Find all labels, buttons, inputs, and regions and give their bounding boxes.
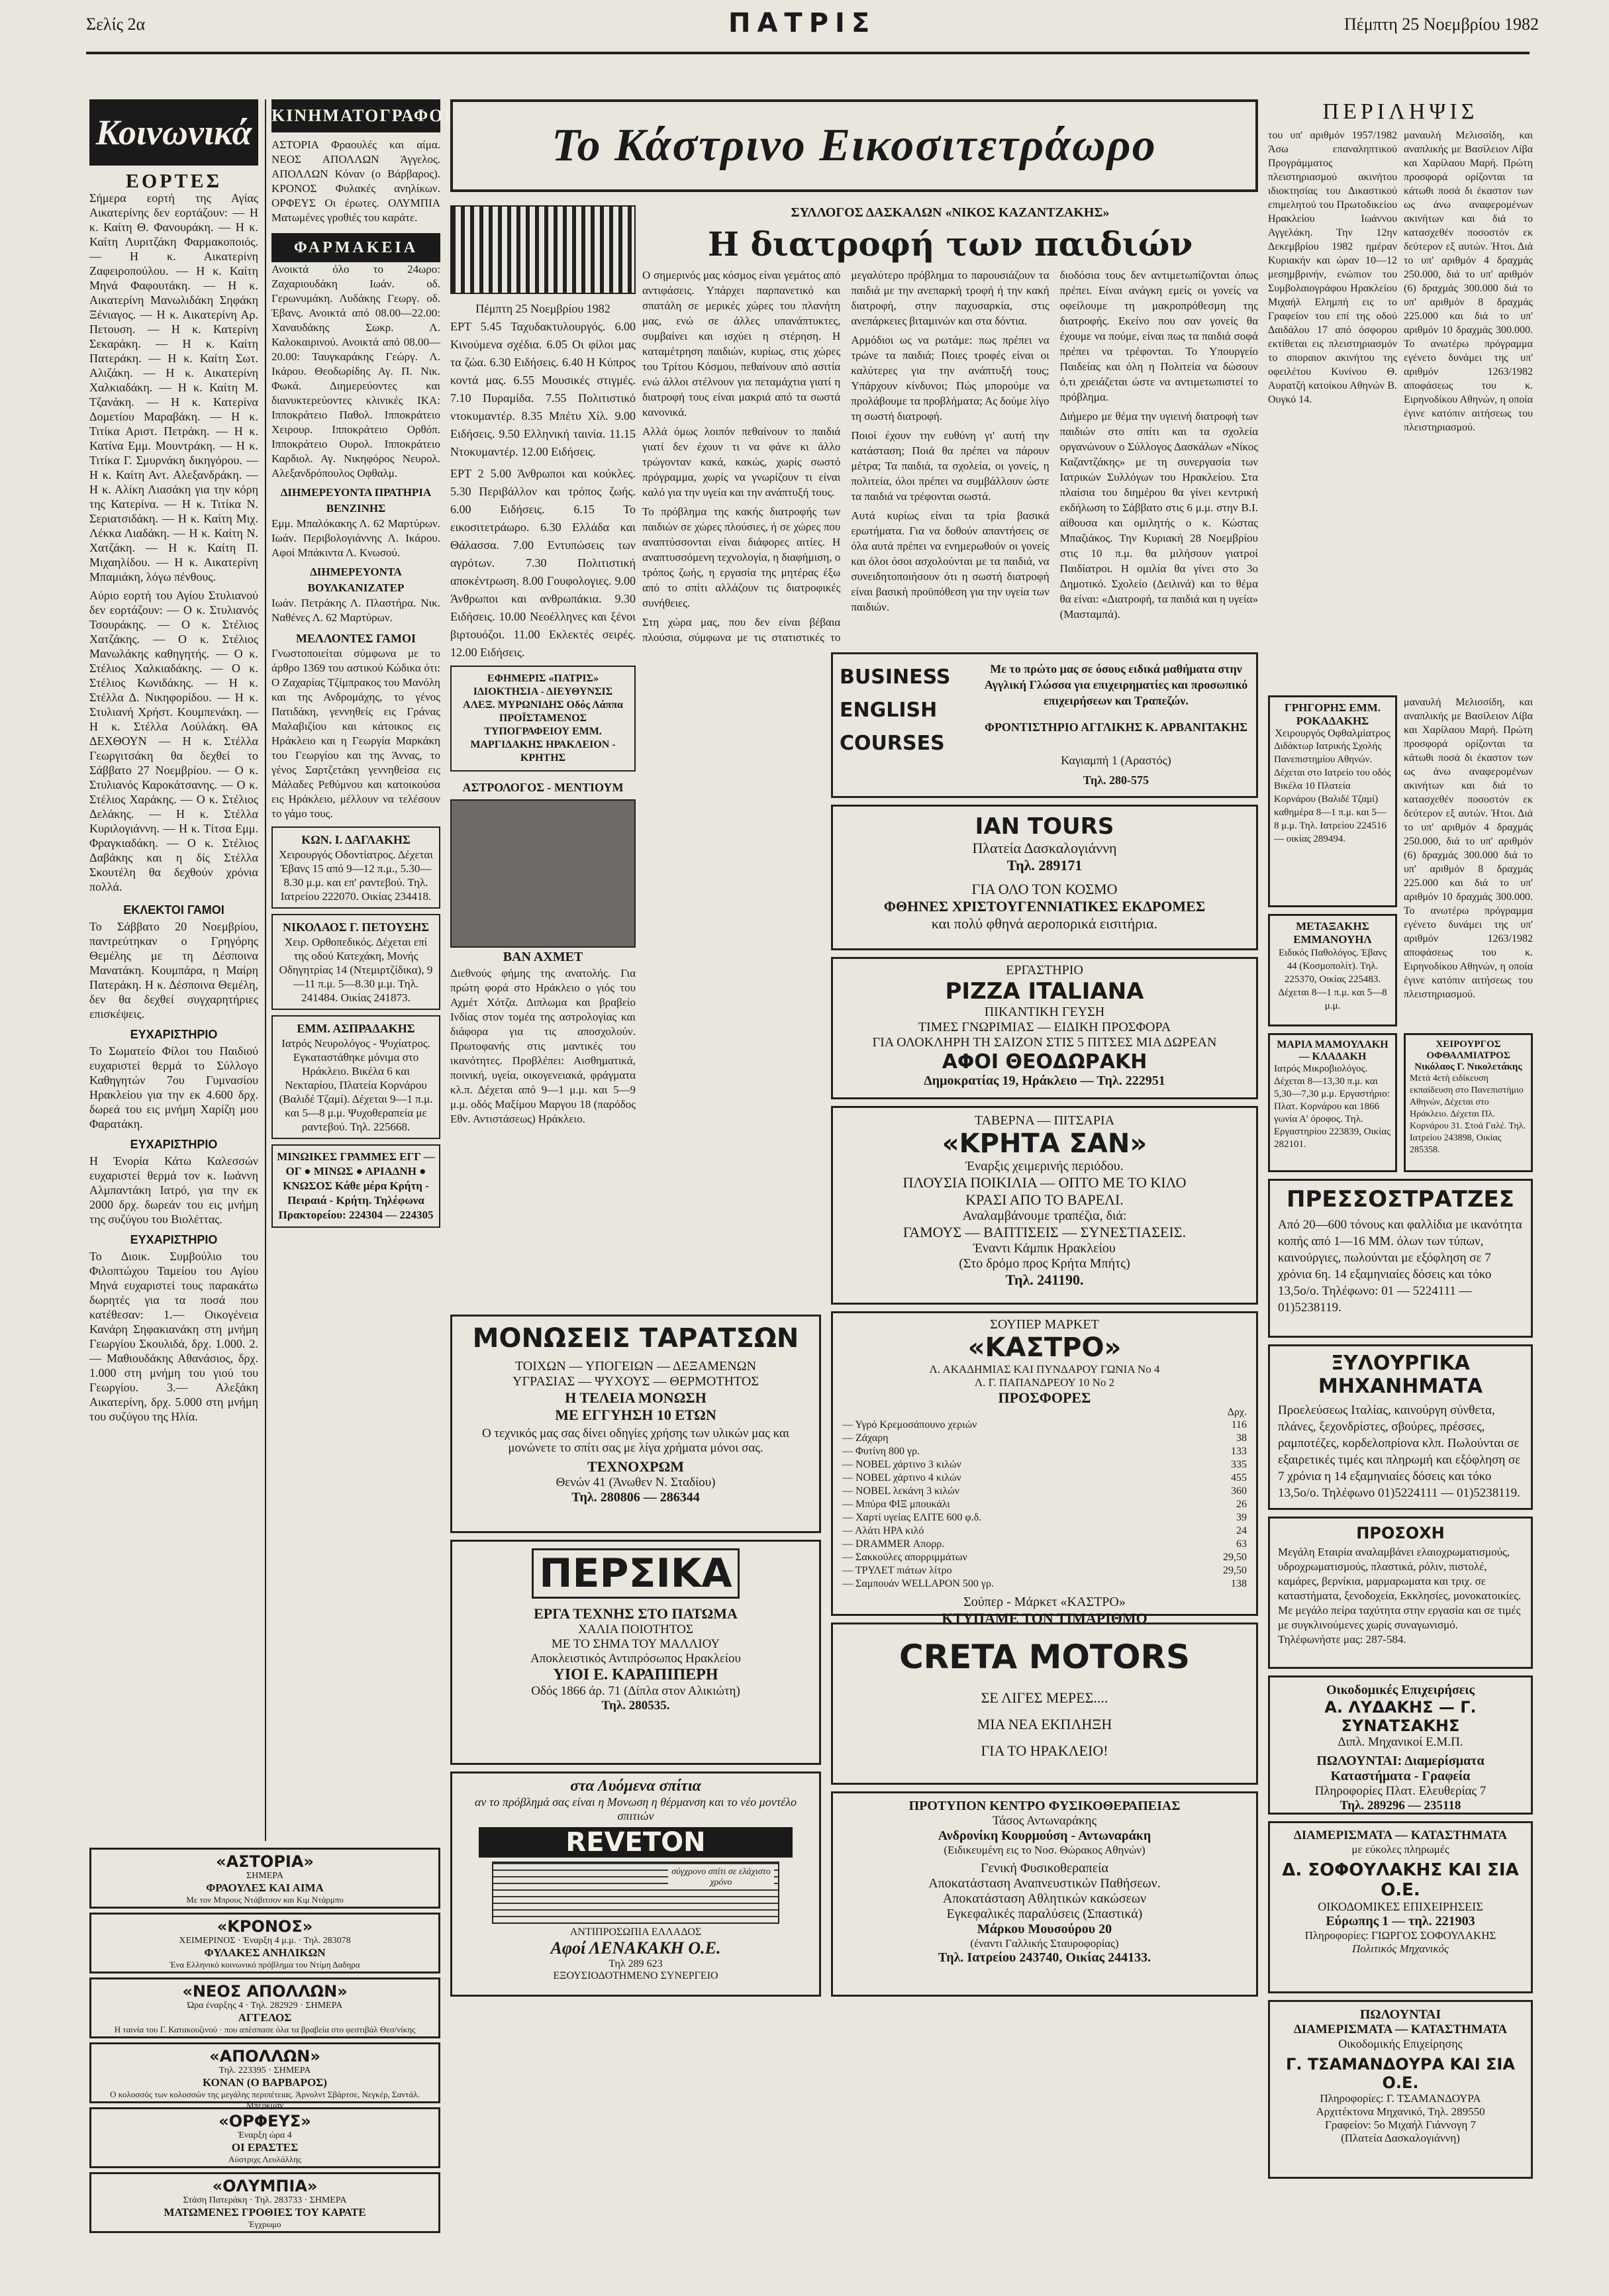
perilipsis-body xyxy=(1268,128,1533,672)
cinema-ad xyxy=(89,2042,440,2110)
english-ad-address: Καγιαμπή 1 (Αραστός) xyxy=(1061,754,1171,767)
cinema-ad-sub: Τηλ. 223395 · ΣΗΜΕΡΑ xyxy=(219,2066,311,2075)
english-courses-ad xyxy=(831,652,1258,798)
tsam-line: Οικοδομικής Επιχείρησης xyxy=(1338,2037,1463,2050)
pizza-title: PIZZA ITALIANA xyxy=(945,978,1144,1005)
market-item-name: — Σαμπουάν WELLAPON 500 γρ. xyxy=(842,1578,994,1589)
doctor-details: Μετά 4ετή ειδίκευση εκπαίδευση στο Πανεπιστήμιο Αθηνών, Δέχεται στο Ηράκλειο. Δέχεται Πλ. Κορνάρου 31. Στοά Γαλέ. Τηλ. Ιατρείου 243898, Οικίας 285358. xyxy=(1410,1073,1526,1155)
astro-name: ΒΑΝ ΑΧΜΕΤ xyxy=(503,950,583,964)
pizza-line: ΓΙΑ ΟΛΟΚΛΗΡΗ ΤΗ ΣΑΙΖΟΝ ΣΤΙΣ 5 ΠΙΤΣΕΣ ΜΙΑ ΔΩΡΕΑΝ xyxy=(872,1035,1217,1050)
pizza-kicker: ΕΡΓΑΣΤΗΡΙΟ xyxy=(1006,963,1083,977)
taverna-phone: Τηλ. 241190. xyxy=(1005,1272,1084,1288)
market-item-name: — Μπύρα ΦΙΞ μπουκάλι xyxy=(842,1499,950,1510)
market-item xyxy=(842,1511,1247,1524)
tsam-line: Αρχιτέκτονα Μηχανικό, Τηλ. 289550 xyxy=(1316,2105,1485,2118)
weddings-title: ΜΕΛΛΟΝΤΕΣ ΓΑΜΟΙ xyxy=(295,632,416,645)
doctor-ad-nikoletakis xyxy=(1404,1033,1533,1172)
pizza-line: ΠΙΚΑΝΤΙΚΗ ΓΕΥΣΗ xyxy=(984,1005,1105,1019)
kriti-san-ad xyxy=(831,1106,1258,1305)
article-paragraph: Αρμόδιοι ως να ρωτάμε: πως πρέπει να τρώνε τα παιδιά; Ποιες τροφές είναι οι καλύτερες για την ανάπτυξή τους; Υπάρχουν κίνδυνοι; Πώς μπορούμε να προλάβουμε τα προβλήματα; Ας δούμε λίγο τη σωστή διατροφή. xyxy=(851,334,1049,423)
cinema-ad-title: «ΑΣΤΟΡΙΑ» xyxy=(216,1852,314,1871)
aurio-text: Αύριο εορτή του Αγίου Στυλιανού δεν εορτάζουν: — Ο κ. Στυλιανός Τσουράκης. — Ο κ. Στέλιος Χατζάκης. — Ο κ. Στέλιος Μανωλάκης καθηγητής. — Ο κ. Στέλιος Χαλκιαδάκης. — Ο κ. Στέλιος Κωνιδάκης. — Η κ. Στέλλα Δ. Νικηφορίδου. — Η κ. Στυλιανή Χρήστ. Κουμπενάκη. — Η κ. Στέλλα Λούλάκη. ΘΑ ΔΕΧΘΟΥΝ — Η κ. Στέλλα Γεωργιτσάκη θα δεχθεί το Σάββατο 27 Νοεμβρίου. — Ο κ. Στυλιανός Καροκάτσανης. — Ο κ. Στέλιος Χαράκης. — Ο κ. Στέλιος Δελάκης. — Η κ. Στέλλα Κυριλογιάννη. — Η κ. Τίτσα Εμμ. Φραγκιαδάκη. — Ο κ. Στέλιος Δαβάκης και η δίς Στέλλα Σκουτέλη θα δεχθούν χρόνια πολλά. xyxy=(89,589,258,893)
market-item xyxy=(842,1551,1247,1564)
tsam-line: ΔΙΑΜΕΡΙΣΜΑΤΑ — ΚΑΤΑΣΤΗΜΑΤΑ xyxy=(1293,2022,1508,2036)
english-ad-title: BUSINESS ENGLISH COURSES xyxy=(840,666,951,755)
doctor-specialty: Χειρουργός Οφθαλμίατρος xyxy=(1275,728,1390,739)
sofou-title: Δ. ΣΟΦΟΥΛΑΚΗΣ ΚΑΙ ΣΙΑ Ο.Ε. xyxy=(1282,1860,1519,1900)
creta-line: ΜΙΑ ΝΕΑ ΕΚΠΛΗΞΗ xyxy=(977,1716,1112,1732)
taverna-kicker: ΤΑΒΕΡΝΑ — ΠΙΤΣΑΡΙΑ xyxy=(974,1113,1115,1128)
taverna-title: «ΚΡΗΤΑ ΣΑΝ» xyxy=(942,1128,1147,1159)
market-item-price: 24 xyxy=(1236,1525,1247,1536)
gamoi-heading: ΕΚΛΕΚΤΟΙ ΓΑΜΟΙ xyxy=(123,903,224,917)
vulc-text: Ιωάν. Πετράκης Λ. Πλαστήρα. Νικ. Ναθένες Λ. 62 Μαρτύρων. xyxy=(271,597,440,624)
ert1-schedule: ΕΡΤ 5.45 Ταχυδακτυλουργός. 6.00 Κινούμενα σχέδια. 6.05 Οι φίλοι μας τα ζώα. 6.30 Ειδήσεις. 6.40 Η Κύπρος κοντά μας. 6.55 Μουσικές στιγμές. 7.10 Πυραμίδα. 7.55 Πολιτιστικό ντοκυμαντέρ. 8.35 Μπέτυ Χίλ. 9.00 Ειδήσεις. 9.50 Ελληνική ταινία. 11.15 Ντοκυμαντέρ. 12.00 Ειδήσεις. xyxy=(450,320,636,458)
doctor-name: ΜΑΡΙΑ ΜΑΜΟΥΛΑΚΗ — ΚΛΑΔΑΚΗ xyxy=(1277,1039,1389,1062)
gamoi-text: Το Σάββατο 20 Νοεμβρίου, παντρεύτηκαν ο Γρηγόρης Θεμέλης με τη Δέσποινα Μανατάκη. Κουμπάρα, η Μαίρη Πατεράκη. Η κ. Δέσποινα Θεμέλη, δεν θα δεχθεί συγχαρητήριες επισκέψεις. xyxy=(89,920,258,1021)
cinema-ad xyxy=(89,2172,440,2233)
reveton-line: ΕΞΟΥΣΙΟΔΟΤΗΜΕΝΟ ΣΥΝΕΡΓΕΙΟ xyxy=(553,1970,718,1981)
persika-ad xyxy=(450,1540,821,1765)
market-item xyxy=(842,1432,1247,1445)
newspaper-title: ΠΑΤΡΙΣ xyxy=(728,8,877,38)
cinema-ad-l1: ΚΟΝΑΝ (Ο ΒΑΡΒΑΡΟΣ) xyxy=(203,2076,327,2089)
market-item-name: — ΤΡΥΛΕΤ πιάτων λίτρο xyxy=(842,1565,952,1576)
cinema-ad-title: «ΟΛΥΜΠΙΑ» xyxy=(212,2177,318,2195)
sofoulakis-ad xyxy=(1268,1821,1533,1993)
physio-line: Εγκεφαλικές παραλύσεις (Σπαστικά) xyxy=(946,1907,1143,1921)
creta-motors-ad xyxy=(831,1622,1258,1785)
persika-line: Αποκλειστικός Αντιπρόσωπος Ηρακλείου xyxy=(530,1652,741,1666)
market-item xyxy=(842,1524,1247,1538)
market-item-name: — Υγρό Κρεμοσάπουνο χεριών xyxy=(842,1419,977,1430)
market-item-name: — NOBEL χάρτινο 4 κιλών xyxy=(842,1472,961,1483)
physio-line: Αποκατάσταση Αθλητικών κακώσεων xyxy=(942,1891,1147,1906)
kastro-banner xyxy=(450,99,1258,192)
physio-line: Γενική Φυσικοθεραπεία xyxy=(980,1861,1109,1875)
eux3-heading: ΕΥΧΑΡΙΣΤΗΡΙΟ xyxy=(130,1233,218,1246)
presses-ad xyxy=(1268,1179,1533,1338)
cinema-ad-l2: Ο κολοσσός των κολοσσών της μεγάλης περιπέτειας. Άρνολντ Σβάρτσε, Νεγκέρ, Σαντάλ. Μπέρκμαν xyxy=(110,2089,420,2110)
taratson-line: ΥΓΡΑΣΙΑΣ — ΨΥΧΟΥΣ — ΘΕΡΜΟΤΗΤΟΣ xyxy=(512,1374,759,1389)
creta-line: ΓΙΑ ΤΟ ΗΡΑΚΛΕΙΟ! xyxy=(981,1742,1108,1759)
doctor-details: Χειρουργός Οδοντίατρος. Δέχεται Έβανς 15 από 9—12 π.μ., 5.30—8.30 μ.μ. και επ' ραντεβού. Τηλ. Ιατρείου 222070. Οικίας 234418. xyxy=(279,848,433,903)
listings-column xyxy=(271,99,452,1228)
market-currency: Δρχ. xyxy=(1227,1407,1247,1418)
cinema-ads xyxy=(89,1848,440,2278)
market-item-price: 29,50 xyxy=(1223,1565,1247,1576)
doctor-ad-rokadakis xyxy=(1268,695,1397,907)
cinema-ad xyxy=(89,2107,440,2168)
physio-title: ΠΡΟΤΥΠΟΝ ΚΕΝΤΡΟ ΦΥΣΙΚΟΘΕΡΑΠΕΙΑΣ xyxy=(908,1799,1181,1813)
nutrition-article xyxy=(642,205,1258,691)
cinema-ad xyxy=(89,1913,440,1973)
article-title: Η διατροφή των παιδιών xyxy=(707,225,1193,264)
pizza-ad xyxy=(831,957,1258,1099)
physio-line: (Ειδικευμένη εις το Νοσ. Θώρακος Αθηνών) xyxy=(944,1844,1146,1856)
tsam-line: Πληροφορίες: Γ. ΤΣΑΜΑΝΔΟΥΡΑ xyxy=(1320,2092,1481,2105)
article-paragraph: διοδόσια τους δεν αντιμετωπίζονται όπως πρέπει. Είναι ανάγκη εμείς οι γονείς να οφείλουμε τη μακροπρόθεσμη της διατροφής. Εκείνο που σαν γονείς θα έχουμε να πούμε, είναι πως τα παιδιά σοφά πρέπει να τρέφονται. Το Υπουργείο Παιδείας και όλη η Πολιτεία να δώσουν ό,τι χρειάζεται ώστε να αντιμετωπιστεί το πρόβλημα. xyxy=(1059,269,1258,403)
persika-title: ΠΕΡΣΙΚΑ xyxy=(532,1548,740,1599)
article-paragraph: Το πρόβλημα της κακής διατροφής των παιδιών σε χώρες πλούσιες, ή σε χώρες που αναπτύσσονται είναι διάφορες αιτίες. Η αναπτυσσόμενη τεχνολογία, η διαφήμιση, ο τρόπος ζωής, η εργασία της μητέρας έξω από το σπίτι αλλάζουν τις διατροφικές συνήθειες. xyxy=(642,505,841,609)
cinema-ad-l2: Με τον Μπρους Ντάβιτσον και Κιμ Ντάρμπυ xyxy=(186,1895,344,1905)
persika-line: ΜΕ ΤΟ ΣΗΜΑ ΤΟΥ ΜΑΛΛΙΟΥ xyxy=(551,1637,720,1651)
doctor-name: ΓΡΗΓΟΡΗΣ ΕΜΜ. ΡΟΚΑΔΑΚΗΣ xyxy=(1284,701,1381,727)
persika-address: Οδός 1866 άρ. 71 (Δίπλα στον Αλικιώτη) xyxy=(531,1684,740,1698)
taratson-address: Θενών 41 (Άνωθεν Ν. Σταδίου) xyxy=(556,1475,716,1489)
doctor-name: ΜΕΤΑΞΑΚΗΣ ΕΜΜΑΝΟΥΗΛ xyxy=(1293,920,1372,946)
pharmacy-text: Ανοικτά όλο το 24ωρο: Ζαχαριουδάκη Ιωάν. οδ. Γερωνυμάκη. Λυδάκης Γεωργ. οδ. Έβανς. Ανοικτά από 08.00—22.00: Χαναυδάκης Σωκρ. Λ. Καλοκαιρινού. Ανοικτά από 08.00—20.00: Ταυγκαράκης Γεώργ. Λ. Ικάρου. Θεοδωρίδης Αγ. Π. Νικ. Φωκά. Διημερεύοντες και διανυκτερεύοντες κλινικές ΙΚΑ: Ιπποκράτειο Παθολ. Ιπποκράτειο Χειρουρ. Ιπποκράτειο Ορθόπ. Ιπποκράτειο Ουρολ. Ιπποκράτειο Καρδιολ. Αγ. Νικηφόρος Νευρολ. Αλεξανδρόπουλος Οφθαλμ. xyxy=(271,263,440,479)
article-paragraph: Ο σημερινός μας κόσμος είναι γεμάτος από αντιφάσεις. Υπάρχει παρπανετικό και σπατάλη σε μερικές χώρες του πλανήτη μας, ενώ σε άλλες υπανάπτυκτες, συμβαίνει και ισχύει η στέρηση. Η καταμέτρηση παιδιών, κυρίως, στις χώρες του Τρίτου Κόσμου, πεθαίνουν από ασιτία ενώ άλλοι στέλνουν για πεταμάχτια γιατί η διατροφή τους είναι μακριά από τα σωστά κανονικά. xyxy=(642,269,841,419)
vulc-title: ΔΙΗΜΕΡΕΥΟΝΤΑ ΒΟΥΛΚΑΝΙΖΑΤΕΡ xyxy=(307,566,405,594)
persika-company: ΥΙΟΙ Ε. ΚΑΡΑΠΙΠΕΡΗ xyxy=(553,1666,718,1683)
taratson-line: ΤΟΙΧΩΝ — ΥΠΟΓΕΙΩΝ — ΔΕΞΑΜΕΝΩΝ xyxy=(514,1359,757,1373)
physio-line: Αποκατάσταση Αναπνευστικών Παθήσεων. xyxy=(928,1876,1161,1891)
pizza-owner: ΑΦΟΙ ΘΕΟΔΩΡΑΚΗ xyxy=(942,1050,1147,1073)
physio-address: Μάρκου Μουσούρου 20 xyxy=(977,1922,1112,1936)
fuel-text: Εμμ. Μπαλόκακης Λ. 62 Μαρτύρων. Ιωάν. Περιβολογιάννης Λ. Ικάρου. Αφοί Μπάκιντα Λ. Κνωσού. xyxy=(271,517,440,559)
market-address: Λ. ΑΚΑΔΗΜΙΑΣ ΚΑΙ ΠΥΝΔΑΡΟΥ ΓΩΝΙΑ Νο 4 xyxy=(929,1363,1160,1375)
market-item-price: 39 xyxy=(1236,1512,1247,1523)
social-title: Κοινωνικά xyxy=(89,99,258,166)
taratson-line: ΜΕ ΕΓΓΥΗΣΗ 10 ΕΤΩΝ xyxy=(555,1407,716,1423)
market-item xyxy=(842,1458,1247,1472)
heortes-heading: ΕΟΡΤΕΣ xyxy=(125,170,222,192)
doctor-name: ΚΩΝ. Ι. ΔΑΓΛΑΚΗΣ xyxy=(301,833,411,846)
cinema-ad-title: «ΝΕΟΣ ΑΠΟΛΛΩΝ» xyxy=(182,1982,348,2001)
header-rule xyxy=(86,52,1530,54)
taratson-line: Ο τεχνικός μας σας δίνει οδηγίες χρήσης των υλικών μας και μονώνετε το σπίτι σας με λίγα χρήματα μόνοι σας. xyxy=(481,1426,790,1455)
tsam-title: Γ. ΤΣΑΜΑΝΔΟΥΡΑ ΚΑΙ ΣΙΑ Ο.Ε. xyxy=(1286,2055,1515,2092)
cinema-ad-l2: Ένα Ελληνικό κοινωνικό πρόβλημα του Ντίμη Δαδηρα xyxy=(170,1960,360,1970)
sofou-line: Πολιτικός Μηχανικός xyxy=(1352,1942,1449,1955)
market-item xyxy=(842,1445,1247,1458)
reveton-line: αν το πρόβλημά σας είναι η Μονωση η θέρμανση και το νέο μοντέλο σπιτιών xyxy=(474,1795,797,1822)
market-item xyxy=(842,1485,1247,1498)
tsam-line: Γραφείον: 5ο Μιχαήλ Γιάννογη 7 xyxy=(1324,2119,1477,2131)
cinema-ad-sub: ΣΗΜΕΡΑ xyxy=(246,1871,283,1881)
lydakis-ad xyxy=(1268,1675,1533,1815)
english-ad-phone: Τηλ. 280-575 xyxy=(1083,774,1149,787)
taratson-line: Η ΤΕΛΕΙΑ ΜΟΝΩΣΗ xyxy=(565,1389,707,1406)
doctor-details: Ιατρός Μικροβιολόγος. Δέχεται 8—13,30 π.μ. και 5,30—7,30 μ.μ. Εργαστήριο: Πλατ. Κορνάρου και 1866 γωνία Α' όροφος. Τηλ. Εργαστηρίου 223839, Οικίας 282101. xyxy=(1274,1064,1391,1150)
ian-line: ΓΙΑ ΟΛΟ ΤΟΝ ΚΟΣΜΟ xyxy=(971,881,1118,897)
cinema-ad-l2: Η ταινία του Γ. Κατακουζινού · που απέσπασε όλα τα βραβεία στο φεστιβάλ Θεσ/νίκης xyxy=(114,2024,416,2034)
cinema-ad xyxy=(89,1977,440,2038)
market-item-price: 116 xyxy=(1231,1419,1247,1430)
perilipsis-text-right: μαναυλή Μελισσίδη, και αναπλικής με Βασίλειον Λίβα και Χαρίλαου Μαρή. Πρώτη προσφορά ορίζονται τα κάτωθι ποσά δι έκαστον των ως άνω αναφερομένων ακινήτων και διά το κατασχεθέν ποσοστόν εκ δεύτερον εξ αυτών. Ήτοι. Διά το υπ' αριθμόν 4 δραχμάς 250.000, διά το υπ' αριθμόν (6) δραχμάς 300.000 διά το υπ' αριθμόν 8 δραχμάς 225.000 και διά το υπ' αριθμόν 10 δραχμάς 300.000. Το ανωτέρω πρόγραμμα εγένετο δυνάμει της υπ' αριθμόν 1263/1982 αποφάσεως του κ. Ειρηνοδίκου Αθηνών, η οποία έγινε κατόπιν αιτήσεως του πλειστηριασμού. xyxy=(1404,130,1533,433)
lydakis-kicker: Οικοδομικές Επιχειρήσεις xyxy=(1326,1683,1475,1697)
market-address: Λ. Γ. ΠΑΠΑΝΔΡΕΟΥ 10 Νο 2 xyxy=(974,1376,1115,1389)
woodworking-title: ΞΥΛΟΥΡΓΙΚΑ ΜΗΧΑΝΗΜΑΤΑ xyxy=(1318,1352,1483,1398)
issue-date: Πέμπτη 25 Νοεμβρίου 1982 xyxy=(1344,15,1539,34)
cinema-ad-l1: ΦΥΛΑΚΕΣ ΑΝΗΛΙΚΩΝ xyxy=(204,1946,326,1959)
sofou-phone: Εύρωπης 1 — τηλ. 221903 xyxy=(1326,1914,1475,1928)
lydakis-line: ΠΩΛΟΥΝΤΑΙ: Διαμερίσματα xyxy=(1316,1754,1485,1768)
cinema-ad xyxy=(89,1848,440,1909)
sofou-line: Πληροφορίες: ΓΙΩΡΓΟΣ ΣΟΦΟΥΛΑΚΗΣ xyxy=(1304,1929,1496,1942)
reveton-title: REVETON xyxy=(479,1827,793,1858)
kastro-title: Το Κάστρινο Εικοσιτετράωρο xyxy=(552,120,1157,171)
article-kicker: ΣΥΛΛΟΓΟΣ ΔΑΣΚΑΛΩΝ «ΝΙΚΟΣ ΚΑΖΑΝΤΖΑΚΗΣ» xyxy=(791,205,1110,220)
taverna-line: Έναρξις χειμερινής περιόδου. xyxy=(965,1159,1124,1173)
astro-title: ΑΣΤΡΟΛΟΓΟΣ - ΜΕΝΤΙΟΥΜ xyxy=(462,781,624,794)
ian-line: και πολύ φθηνά αεροπορικά εισιτήρια. xyxy=(931,915,1158,932)
market-item-name: — Αλάτι ΗΡΑ κιλό xyxy=(842,1525,924,1536)
market-kicker: ΣΟΥΠΕΡ ΜΑΡΚΕΤ xyxy=(990,1317,1099,1332)
english-ad-text: Με το πρώτο μας σε όσους ειδικά μαθήματα στην Αγγλική Γλώσσα για επιχειρηματίες και προσωπικό επιχειρήσεων και Τραπεζών. xyxy=(984,662,1248,707)
reveton-line: ΑΝΤΙΠΡΟΣΩΠΙΑ ΕΛΛΑΔΟΣ xyxy=(569,1926,702,1938)
cinema-ad-title: «ΟΡΦΕΥΣ» xyxy=(219,2112,311,2130)
article-paragraph: Αλλά όμως λοιπόν πεθαίνουν το παιδιά γιατί δεν έχουν τι να φάνε κι άλλο τρώγονταν κακά, κακώς, χωρίς σωστό πρόγραμμα, χωρίς να γνωρίζουν τι είναι καλό για την υγεία και την ανάπτυξή τους. xyxy=(642,425,841,499)
market-item xyxy=(842,1564,1247,1577)
cinema-ad-title: «ΑΠΟΛΛΩΝ» xyxy=(209,2047,320,2066)
right-column xyxy=(1268,99,1533,672)
pizza-line: ΤΙΜΕΣ ΓΝΩΡΙΜΙΑΣ — ΕΙΔΙΚΗ ΠΡΟΣΦΟΡΑ xyxy=(918,1020,1171,1034)
physio-line: Ανδρονίκη Κουρμούση - Αντωναράκη xyxy=(938,1828,1151,1843)
market-item-price: 26 xyxy=(1236,1499,1247,1510)
reveton-phone: Τηλ 289 623 xyxy=(609,1958,663,1970)
market-item-name: — Ζάχαρη xyxy=(842,1432,889,1444)
prosoxi-title: ΠΡΟΣΟΧΗ xyxy=(1356,1524,1445,1542)
eux2-text: Η Ένορία Κάτω Καλεσσών ευχαριστεί θερμά τον κ. Ιωάννη Αλμπαντάκη Ιατρό, για την εκ 2000 δρχ. δωρεάν του εις μνήμη της συζύγου του Βιολέττας. xyxy=(89,1154,258,1226)
perilipsis-continued: μαναυλή Μελισσίδη, και αναπλικής με Βασίλειον Λίβα και Χαρίλαου Μαρή. Πρώτη προσφορά ορίζονται τα κάτωθι ποσά δι έκαστον των ως άνω αναφερομένων ακινήτων και διά το κατασχεθέν ποσοστόν εκ δεύτερον εξ αυτών. Ήτοι. Διά το υπ' αριθμόν 4 δραχμάς 250.000, διά το υπ' αριθμόν (6) δραχμάς 300.000 διά το υπ' αριθμόν 8 δραχμάς 225.000 και διά το υπ' αριθμόν 10 δραχμάς 300.000. Το ανωτέρω πρόγραμμα εγένετο δυνάμει της υπ' αριθμόν 1263/1982 αποφάσεως του κ. Ειρηνοδίκου Αθηνών, η οποία έγινε κατόπιν αιτήσεως του πλειστηριασμού. xyxy=(1404,697,1533,1000)
ian-title: IAN TOURS xyxy=(975,813,1114,840)
perilipsis-title: ΠΕΡΙΛΗΨΙΣ xyxy=(1322,99,1479,124)
market-item-price: 138 xyxy=(1231,1578,1247,1589)
tv-date: Πέμπτη 25 Νοεμβρίου 1982 xyxy=(475,302,610,315)
persika-line: ΕΡΓΑ ΤΕΧΝΗΣ ΣΤΟ ΠΑΤΩΜΑ xyxy=(534,1605,738,1622)
presses-title: ΠΡΕΣΣΟΣΤΡΑΤΖΕΣ xyxy=(1287,1186,1514,1213)
taratson-company: ΤΕΧΝΟΧΡΩΜ xyxy=(587,1458,684,1475)
creta-line: ΣΕ ΛΙΓΕΣ ΜΕΡΕΣ.... xyxy=(981,1689,1108,1706)
reveton-company: Αφοί ΛΕΝΑΚΑΚΗ Ο.Ε. xyxy=(550,1938,721,1958)
cinema-ad-l2: Αύστριχς Λευλάλλης xyxy=(228,2154,302,2164)
doctor-ad-petousis xyxy=(271,914,440,1010)
pharmacy-title: ΦΑΡΜΑΚΕΙΑ xyxy=(271,233,440,262)
article-paragraph: Διήμερο με θέμα την υγιεινή διατροφή των παιδιών στο σπίτι και τα σχολεία οργανώνουν ο Σύλλογος Δασκάλων «Νίκος Καζαντζάκης» με τη συνεργασία των Ιατρικών Συλλόγων του Ηρακλείου. Στα πλαίσια του διημέρου θα γίνει κεντρική εκδήλωση το Σάββατο στις 6 μ.μ. στην Β.Ι. αίθουσα και ομιλητής ο κ. Κώστας Μπαζιάκος. Την Κυριακή 28 Νοεμβρίου στις 10 π.μ. θα μιλήσουν γιατροί Παιδίατροι. Η ομιλία θα γίνει στο 3ο Δημοτικό. Σχολείο (Δειλινά) και το θέμα θα είναι: «Διατροφή, τα παιδιά και η υγεία» (Μασταμπά). xyxy=(1059,410,1258,621)
page-header xyxy=(0,0,1609,60)
minoan-lines-ad: ΜΙΝΩΙΚΕΣ ΓΡΑΜΜΕΣ ΕΓΓ — ΟΓ ● ΜΙΝΩΣ ● ΑΡΙΑΔΝΗ ● ΚΝΩΣΟΣ Κάθε μέρα Κρήτη - Πειραιά - Κρήτη. Τηλέφωνα Πρακτορείου: 224304 — 224305 xyxy=(271,1144,440,1228)
doctor-details: Χειρ. Ορθοπεδικός. Δέχεται επί της οδού Κατεχάκη, Μονής Οδηγητρίας 14 (Ντεμιρτζίδικα), 9—11 π.μ. 5—8.30 μ.μ. Τηλ. 241484. Οικίας 241873. xyxy=(279,936,433,1004)
cinema-text: ΑΣΤΟΡΙΑ Φραουλές και αίμα. ΝΕΟΣ ΑΠΟΛΛΩΝ Άγγελος. ΑΠΟΛΛΩΝ Κόναν (ο Βάρβαρος). ΚΡΟΝΟΣ Φυλακές ανηλίκων. ΟΡΦΕΥΣ Οι έρωτες. ΟΛΥΜΠΙΑ Ματωμένες γροθιές του καράτε. xyxy=(271,138,440,224)
reveton-ad xyxy=(450,1772,821,1997)
doctor-ad-mamoulaki xyxy=(1268,1033,1397,1172)
market-title: «ΚΑΣΤΡΟ» xyxy=(967,1332,1122,1363)
taratson-title: ΜΟΝΩΣΕΙΣ ΤΑΡΑΤΣΩΝ xyxy=(472,1323,799,1354)
perilipsis-text-left: του υπ' αριθμόν 1957/1982 Άσω επαναληπτικού Προγράμματος πλειστηριασμού ακινήτου ιδιοκτησίας του Δικαστικού επιμελητού του Πρωτοδικείου Ηρακλείου Ιωάννου Αγγελάκη. Την 12ην Δεκεμβρίου 1982 ημέραν Κυριακήν και ώραν 10—12 μεσημβρινήν, ενώπιον του Συμβολαιογράφου Ηρακλείου Μιχαήλ Ελημπή εις το Γραφείον του επί της οδού Δαιδάλου 17 από όσφορου εκτίθεται εις πλειστηριασμόν το σποραιον ακινήτου της οφειλέτου Κυνίνου Θ. Αυρατζή κατοίκου Αθηνών Β. Ουγκό 14. xyxy=(1268,130,1397,405)
pizza-address: Δημοκρατίας 19, Ηράκλειο — Τηλ. 222951 xyxy=(924,1073,1165,1088)
market-item-name: — Φυτίνη 800 γρ. xyxy=(842,1446,920,1457)
reveton-house-caption: σύγχρονο σπίτι σε ελάχιστο χρόνο xyxy=(668,1867,774,1888)
fuel-title: ΔΙΗΜΕΡΕΥΟΝΤΑ ΠΡΑΤΗΡΙΑ ΒΕΝΖΙΝΗΣ xyxy=(280,486,432,515)
taratson-phone: Τηλ. 280806 — 286344 xyxy=(571,1490,700,1505)
physio-line: (έναντι Γαλλικής Σταυροφορίας) xyxy=(970,1937,1119,1950)
ian-phone: Τηλ. 289171 xyxy=(1006,857,1083,873)
ert2-schedule: ΕΡΤ 2 5.00 Άνθρωποι και κούκλες. 5.30 Περιβάλλον και τρόπος ζωής. 6.00 Ειδήσεις. 6.15 Το εικοσιτετράωρο. 6.30 Ελλάδα και Θάλασσα. 7.00 Εντυπώσεις των αγρότων. 7.30 Πολιτιστική αποκέντρωση. 8.00 Γουφολογιες. 9.00 Άνθρωποι και ανθρωπάκια. 9.30 Ειδήσεις. 10.00 Νεοέλληνες και ξένοι βιρτουόζοι. 11.00 Εκλεκτές σειρές. 12.00 Ειδήσεις. xyxy=(450,467,636,659)
article-paragraph: Αυτά κυρίως είναι τα τρία βασικά ερωτήματα. Για να δοθούν απαντήσεις σε όλα αυτά πρέπει να ενημερωθούν οι γονείς και όλοι όσοι ασχολούνται με τα παιδιά, να συνειδητοποιήσουν ότι η σωστή διατροφή είναι βασική προϋπόθεση για την υγεία των παιδιών. xyxy=(851,509,1049,613)
cinema-ad-l1: ΑΓΓΕΛΟΣ xyxy=(238,2011,292,2024)
market-offers-heading: ΠΡΟΣΦΟΡΕΣ xyxy=(998,1389,1091,1406)
lydakis-line: Καταστήματα - Γραφεία xyxy=(1330,1769,1471,1783)
astro-text: Διεθνούς φήμης της ανατολής. Για πρώτη φορά στο Ηράκλειο ο γιός του Αχμέτ Χότζα. Διπλωμα και βραβείο Ινδίας στον τομέα της αστρολογίας και διάφορα για τις αποσχολούν. Πρωτοφανής στις μαντικές του ικανότητες. Προβλέπει: Αισθηματικά, ποινική, υγεία, οικογενειακά, φράγματα κλ.π. Δέχεται από 9—1 μ.μ. και 5—9 μ.μ. οδός Μαξίμου Μαργου 18 (παρόδος Εθν. Αντιστάσεως) Ηράκλειο. xyxy=(450,967,636,1125)
article-paragraph: Στη χώρα μας, που δεν είναι βέβαια πλούσια, σύμφωνα με τις στατιστικές το μεγαλύτερο πρόβλημα το παρουσιάζουν τα παιδιά με την ανεπαρκή τροφή ή την κακή διατροφή, στην παχυσαρκία, στις ανεπάρκειες βιταμινών και στα δόντια. xyxy=(642,269,1049,644)
cinema-ad-sub: Ώρα έναρξης 4 · Τηλ. 282929 · ΣΗΜΕΡΑ xyxy=(187,2001,343,2011)
eux1-heading: ΕΥΧΑΡΙΣΤΗΡΙΟ xyxy=(130,1028,218,1041)
taverna-line: Αναλαμβάνουμε τραπέζια, διά: xyxy=(962,1209,1127,1223)
sofou-line: ΟΙΚΟΔΟΜΙΚΕΣ ΕΠΙΧΕΙΡΗΣΕΙΣ xyxy=(1318,1900,1483,1913)
cinema-ad-sub: Στάση Πατεράκη · Τηλ. 283733 · ΣΗΜΕΡΑ xyxy=(183,2195,347,2205)
doctor-details: Ειδικός Παθολόγος. Έβανς 44 (Κοσμοπολίτ). Τηλ. 225370, Οικίας 225483. Δέχεται 8—1 π.μ. και 5—8 μ.μ. xyxy=(1278,948,1387,1011)
astrologer-photo xyxy=(450,799,636,948)
cinema-ad-l1: ΟΙ ΕΡΑΣΤΕΣ xyxy=(231,2141,299,2154)
market-item-price: 29,50 xyxy=(1223,1552,1247,1563)
cinema-ad-title: «ΚΡΟΝΟΣ» xyxy=(217,1917,313,1936)
column-divider xyxy=(265,99,266,1841)
patris-masthead-box: ΕΦΗΜΕΡΙΣ «ΠΑΤΡΙΣ» ΙΔΙΟΚΤΗΣΙΑ - ΔΙΕΥΘΥΝΣΙΣ ΑΛΕΞ. ΜΥΡΩΝΙΔΗΣ Οδός Λάππα ΠΡΟΪΣΤΑΜΕΝΟΣ ΤΥΠΟΓΡΑΦΕΙΟΥ ΕΜΜ. ΜΑΡΓΙΔΑΚΗΣ ΗΡΑΚΛΕΙΟΝ - ΚΡΗΤΗΣ xyxy=(450,666,636,772)
lydakis-phone: Τηλ. 289296 — 235118 xyxy=(1340,1799,1461,1813)
lydakis-line: Πληροφορίες Πλατ. Ελευθερίας 7 xyxy=(1314,1784,1487,1798)
tv-illustration xyxy=(450,205,636,294)
article-body xyxy=(642,268,1258,691)
market-item-name: — DRAMMER Απορρ. xyxy=(842,1538,945,1550)
market-item-name: — Χαρτί υγείας ΕΛΙΤΕ 600 φ.δ. xyxy=(842,1512,982,1523)
persika-line: ΧΑΛΙΑ ΠΟΙΟΤΗΤΟΣ xyxy=(578,1622,693,1636)
market-item xyxy=(842,1472,1247,1485)
taverna-line: Έναντι Κάμπικ Ηρακλείου xyxy=(973,1241,1116,1256)
doctor-name: ΧΕΙΡΟΥΡΓΟΣ ΟΦΘΑΛΜΙΑΤΡΟΣ Νικόλαος Γ. Νικολετάκης xyxy=(1414,1039,1522,1072)
market-footer: Σούπερ - Μάρκετ «ΚΑΣΤΡΟ» xyxy=(963,1595,1126,1609)
ian-line: ΦΘΗΝΕΣ ΧΡΙΣΤΟΥΓΕΝΝΙΑΤΙΚΕΣ ΕΚΔΡΟΜΕΣ xyxy=(883,898,1206,915)
woodworking-ad xyxy=(1268,1344,1533,1510)
taverna-line: ΓΑΜΟΥΣ — ΒΑΠΤΙΣΕΙΣ — ΣΥΝΕΣΤΙΑΣΕΙΣ. xyxy=(902,1224,1187,1240)
market-item-price: 63 xyxy=(1236,1538,1247,1550)
prosoxi-text: Μεγάλη Εταιρία αναλαμβάνει ελαιοχρωματισμούς, υδροχρωματισμούς, πλαστικά, ρόλιν, πιστολέ, καμάρες, βερνίκια, μαρμαρωματα και τριχ. σε καταστήματα, ξενοδοχεία, Εκκλησίες, μονοκατοικίες. Με μεγάλο πείρα ταχύτητα στην εργασία και σε τιμές με συγκλινούμενες χωρίς συναγωνισμό. Τηλέφωνήστε μας: 287-584. xyxy=(1278,1546,1522,1646)
market-item-name: — NOBEL χάρτινο 3 κιλών xyxy=(842,1459,961,1470)
cinema-ad-l1: ΜΑΤΩΜΕΝΕΣ ΓΡΟΘΙΕΣ ΤΟΥ ΚΑΡΑΤΕ xyxy=(164,2206,366,2219)
sofou-sub: με εύκολες πληρωμές xyxy=(1351,1843,1449,1856)
heortes-text: Σήμερα εορτή της Αγίας Αικατερίνης δεν εορτάζουν: — Η κ. Καίτη Θ. Φανουράκη. — Η κ. Καίτη Λυριτζάκη Φαρμακοποιός. — Η κ. Αικατερίνη Ζαφειροπούλου. — Η κ. Καίτη Μηνά Φαφουτάκη. — Η κ. Αικατερίνη Μανωλιδάκη Σηφάκη Ξένιαγος. — Η κ. Αικατερίνη Αρ. Πετουση. — Η κ. Κατερίνη Σεκαράκη. — Η κ. Καίτη Πατεράκη. — Η κ. Καίτη Σωτ. Αλιζάκη. — Η κ. Αικατερίνη Χαλκιαδάκη. — Η κ. Καίτη Μ. Τζανάκη. — Η κ. Κατερίνα Δομετίου Μαραβάκη. — Η κ. Τιτίκα Αριστ. Πετράκη. — Η κ. Κατίνα Εμμ. Μουντράκη. — Η κ. Τιτίκα Γ. Σμυρνάκη δικηγόρου. — Η κ. Καίτη Αντ. Αλεξανδράκη. — Η κ. Αλίκη Λιασάκη για την κόρη της Κατερίνα. — Η κ. Τιτίκα Ν. Σεριατσιδάκη. — Η κ. Καίτη Μιχ. Λέκκα Λιαδάκη. — Η κ. Καίτη Ν. Χατζάκη. — Η κ. Καίτη Π. Μιχαηλίδου. — Η κ. Αικατερίνη Μπαμιάκη, λόγω πένθους. xyxy=(89,191,258,583)
taverna-line: ΠΛΟΥΣΙΑ ΠΟΙΚΙΛΙΑ — ΟΠΤΟ ΜΕ ΤΟ ΚΙΛΟ xyxy=(902,1174,1187,1191)
physio-phone: Τηλ. Ιατρείου 243740, Οικίας 244133. xyxy=(938,1950,1151,1965)
lydakis-title: Α. ΛΥΔΑΚΗΣ — Γ. ΣΥΝΑΤΣΑΚΗΣ xyxy=(1324,1698,1477,1735)
taratson-ad xyxy=(450,1315,821,1533)
doctor-ad-aspradakis xyxy=(271,1015,440,1139)
market-item xyxy=(842,1538,1247,1551)
tsam-kicker: ΠΩΛΟΥΝΤΑΙ xyxy=(1359,2007,1441,2022)
market-item-name: — NOBEL λεκάνη 3 κιλών xyxy=(842,1485,960,1497)
creta-title: CRETA MOTORS xyxy=(899,1638,1191,1676)
eux3-text: Το Διοικ. Συμβούλιο του Φιλοπτώχου Ταμείου του Αγίου Μηνά ευχαριστεί τους παρακάτω δωρητές για τα ποσά που κατέθεσαν: 1.— Οικογένεια Κανάρη Σηφακιανάκη στη μνήμη Γεωργίου Σκουλιδά, δρχ. 1.000. 2.— Μαθιουδάκης Αθανάσιος, δρχ. 1.000 στη μνήμη του γιού του Γεωργίου. 3.— Αλεξάκη Αικατερίνη, δρχ. 5.000 στη μνήμη του συζύγου της Ηλία. xyxy=(89,1250,258,1423)
cinema-title: ΚΙΝΗΜΑΤΟΓΡΑΦΟΙ xyxy=(271,99,440,132)
taverna-line: (Στο δρόμο προς Κρήτα Μπήτς) xyxy=(959,1256,1130,1271)
page-number: Σελίς 2α xyxy=(86,15,146,34)
cinema-ad-l1: ΦΡΑΟΥΛΕΣ ΚΑΙ ΑΙΜΑ xyxy=(206,1881,324,1894)
tsamandoura-ad xyxy=(1268,2000,1533,2179)
lydakis-sub: Διπλ. Μηχανικοί Ε.Μ.Π. xyxy=(1338,1735,1463,1749)
physio-ad xyxy=(831,1791,1258,1997)
english-ad-school: ΦΡΟΝΤΙΣΤΗΡΙΟ ΑΓΓΛΙΚΗΣ Κ. ΑΡΒΑΝΙΤΑΚΗΣ xyxy=(985,721,1247,734)
kastro-market-ad xyxy=(831,1311,1258,1626)
market-item-price: 360 xyxy=(1231,1485,1247,1497)
tv-column xyxy=(450,205,636,1130)
ian-tours-ad xyxy=(831,805,1258,950)
article-paragraph: Ποιοί έχουν την ευθύνη γι' αυτή την κατάσταση; Ποιά θα πρέπει να πάρουν μέτρα; Τα παιδιά, τα σχολεία, οι γονείς, η πολιτεία, όλοι πρέπει να συμβάλλουν ώστε τα παιδιά να τρέφονται σωστά. xyxy=(851,429,1049,503)
doctor-details: Διδάκτωρ Ιατρικής Σχολής Πανεπιστημίου Αθηνών. Δέχεται στο Ιατρείο του οδός Βικέλα 10 Πλατεία Κορνάρου (Βαλιδέ Τζαμί) καθημέρα 8—1 π.μ. και 5—8 μ.μ. Τηλ. Ιατρείου 224516 — οικίας 289494. xyxy=(1274,741,1391,844)
doctor-name: ΕΜΜ. ΑΣΠΡΑΔΑΚΗΣ xyxy=(297,1022,415,1035)
market-item-price: 133 xyxy=(1231,1446,1247,1457)
ian-sub: Πλατεία Δασκαλογιάννη xyxy=(972,840,1117,856)
market-item xyxy=(842,1498,1247,1511)
doctor-ad-metaxakis xyxy=(1268,914,1397,1026)
market-item xyxy=(842,1577,1247,1591)
market-item xyxy=(842,1419,1247,1432)
eux2-heading: ΕΥΧΑΡΙΣΤΗΡΙΟ xyxy=(130,1138,218,1151)
market-item-price: 455 xyxy=(1231,1472,1247,1483)
house-illustration xyxy=(492,1862,779,1924)
cinema-ad-sub: ΧΕΙΜΕΡΙΝΟΣ · Έναρξη 4 μ.μ. · Τηλ. 283078 xyxy=(179,1936,351,1946)
doctor-details: Ιατρός Νευρολόγος - Ψυχίατρος. Εγκαταστάθηκε μόνιμα στο Ηράκλειο. Βικέλα 6 και Νεκταρίου, Πλατεία Κορνάρου (Βαλιδέ Τζαμί). Δέχεται 9—1 π.μ. και 5—8 μ.μ. Ψυχοθεραπεία με ραντεβού. Τηλ. 225668. xyxy=(279,1037,433,1133)
market-item-name: — Σακκούλες απορριμμάτων xyxy=(842,1552,967,1563)
market-item-price: 335 xyxy=(1231,1459,1247,1470)
market-item-price: 38 xyxy=(1236,1432,1247,1444)
eux1-text: Το Σωματείο Φίλοι του Παιδιού ευχαριστεί θερμά το Σύλλογο Καθηγητών 7ου Γυμνασίου Ηρακλείου για την εκ 4.600 δρχ. δωρεά του εις μνήμη Χαρίζη μου Φαρατάκη. xyxy=(89,1044,258,1130)
doctor-name: ΝΙΚΟΛΑΟΣ Γ. ΠΕΤΟΥΣΗΣ xyxy=(282,921,430,934)
prosoxi-ad xyxy=(1268,1517,1533,1669)
cinema-ad-sub: Έναρξη ώρα 4 xyxy=(238,2130,292,2140)
taverna-line: ΚΡΑΣΙ ΑΠΟ ΤΟ ΒΑΡΕΛΙ. xyxy=(965,1191,1124,1208)
sofou-kicker: ΔΙΑΜΕΡΙΣΜΑΤΑ — ΚΑΤΑΣΤΗΜΑΤΑ xyxy=(1293,1828,1508,1842)
presses-text: Από 20—600 τόνους και φαλλίδια με ικανότητα κοπής από 1—16 ΜΜ. όλων των τύπων, καινούργιες, πωλούνται με εξόφληση σε 7 χρόνια 6η. 14 εξαμηνιαίες δόσεις και τόκο 13,5ο/ο. Τηλέφωνο: 01 — 5224111 — 01)5238119. xyxy=(1278,1218,1522,1315)
physio-line: Τάσος Αντωναράκης xyxy=(992,1814,1097,1828)
persika-phone: Τηλ. 280535. xyxy=(601,1699,670,1713)
cinema-ad-l2: Έγχρωμο xyxy=(248,2219,281,2229)
woodworking-text: Προελεύσεως Ιταλίας, καινούργη σύνθετα, πλάνες, ξεχονδρίστες, σβούρες, πρέσσες, ραμποτέζες, κορδελοπρίονα κλπ. Πωλούνται σε εξαιρετικές τιμές και πληρωμή και εξόφληση σε 7 χρόνια η 14 εξαμηνιαίες δόσεις και τόκο 13,5ο/ο. Τηλέφωνο 01)5224111 — 01)5238119. xyxy=(1278,1403,1521,1500)
market-slogan: ΚΤΥΠΑΜΕ ΤΟΝ ΤΙΜΑΡΙΘΜΟ xyxy=(942,1610,1147,1626)
reveton-line: στα Λυόμενα σπίτια xyxy=(570,1777,701,1795)
market-price-list xyxy=(842,1419,1247,1591)
doctor-ad-daglakis xyxy=(271,826,440,909)
tsam-line: (Πλατεία Δασκαλογιάννη) xyxy=(1341,2132,1460,2144)
weddings-text: Γνωστοποιείται σύμφωνα με το άρθρο 1369 του αστικού Κώδικα ότι: Ο Ζαχαρίας Τζίμπρακος του Μανόλη και της Ανδρομάχης, το γένος Πατιδάκη, γεννηθείς εις Γράνας Μαλαβιζίου και κάτοικος εις Ηράκλειο και η Γεωργία Μαρκάκη του Γεωργίου και της Άννας, το γένος Σαρτζετάκη γεννηθείσα εις Μάλαδες Ρεθύμνου και κατοικούσα εις Ηράκλειο, μέλλουν να τελέσουν το γάμο τους. xyxy=(271,647,440,820)
social-column xyxy=(89,99,258,1428)
